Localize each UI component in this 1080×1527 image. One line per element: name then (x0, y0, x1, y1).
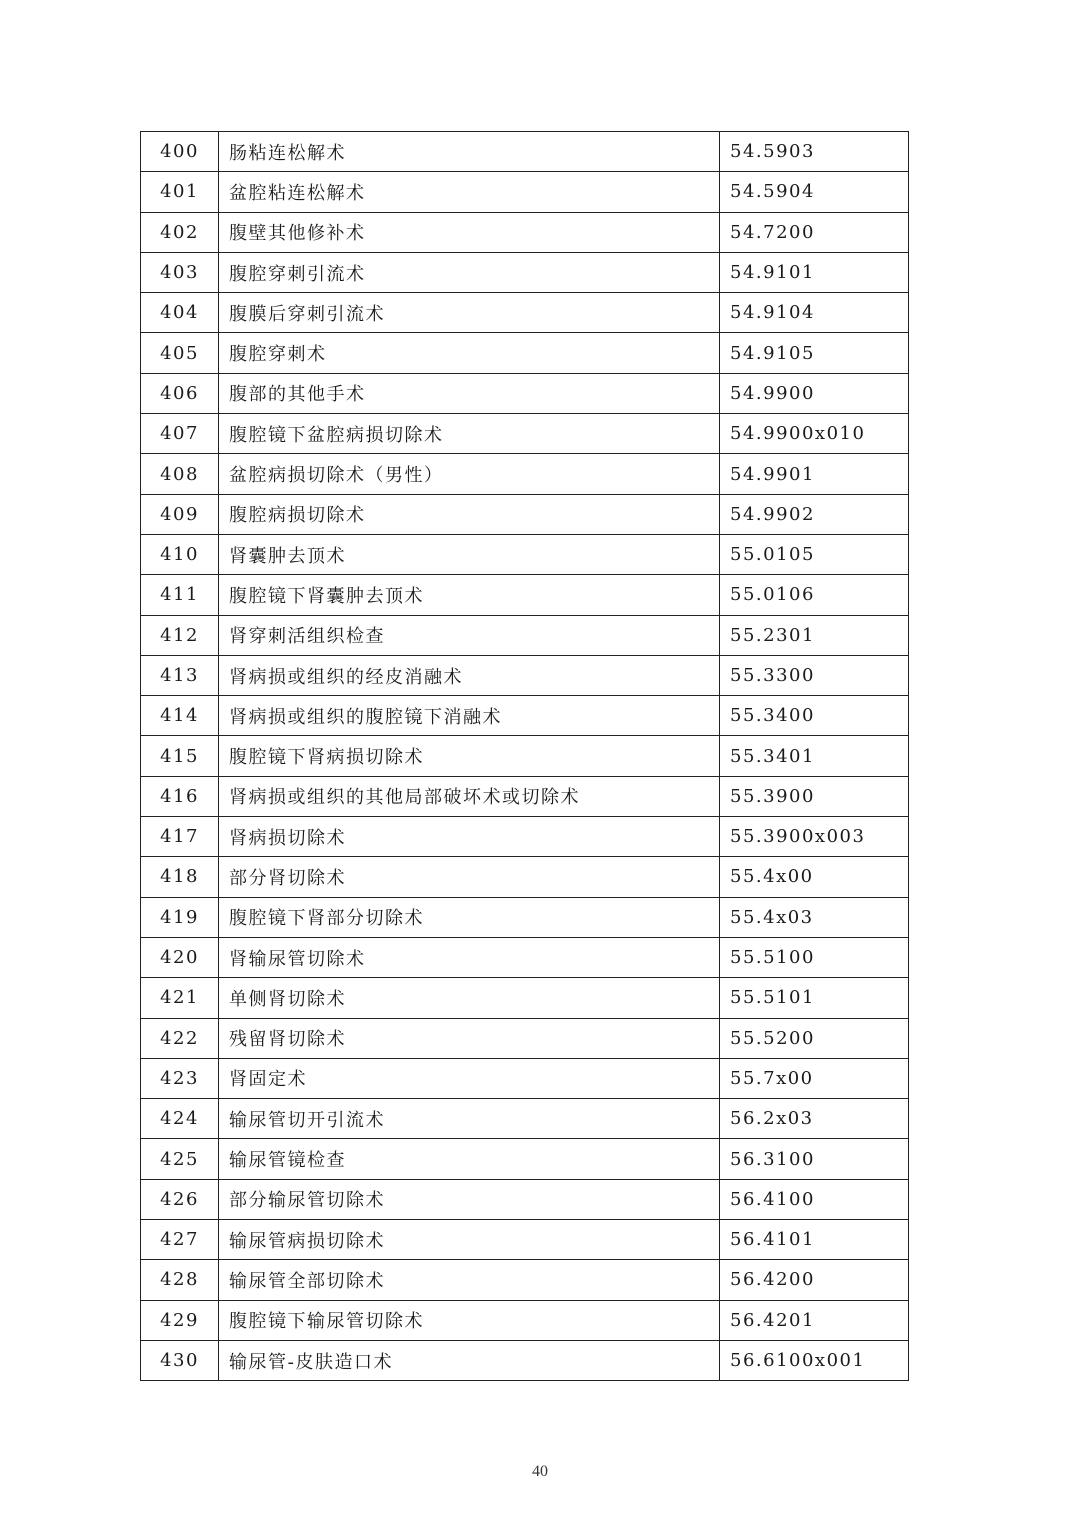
row-number-cell: 426 (141, 1179, 219, 1219)
row-number-cell: 427 (141, 1220, 219, 1260)
procedure-name-cell: 输尿管全部切除术 (219, 1260, 720, 1300)
row-number-cell: 415 (141, 736, 219, 776)
table-row (141, 454, 909, 494)
procedure-name-cell: 肾囊肿去顶术 (219, 534, 720, 574)
row-number-cell: 414 (141, 696, 219, 736)
table-row (141, 857, 909, 897)
row-number-cell: 418 (141, 857, 219, 897)
procedure-code-cell: 54.7200 (720, 212, 909, 252)
row-number-cell: 425 (141, 1139, 219, 1179)
page-number: 40 (532, 1463, 548, 1480)
procedure-name-cell: 腹壁其他修补术 (219, 212, 720, 252)
procedure-name-cell: 输尿管-皮肤造口术 (219, 1340, 720, 1380)
table-row (141, 252, 909, 292)
row-number-cell: 402 (141, 212, 219, 252)
row-number-cell: 409 (141, 494, 219, 534)
row-number-cell: 423 (141, 1058, 219, 1098)
table-row (141, 1260, 909, 1300)
row-number-cell: 430 (141, 1340, 219, 1380)
procedure-name-cell: 腹腔穿刺术 (219, 333, 720, 373)
table-row (141, 1139, 909, 1179)
procedure-code-cell: 54.9900 (720, 373, 909, 413)
procedure-name-cell: 腹腔镜下肾囊肿去顶术 (219, 575, 720, 615)
procedure-code-cell: 55.3401 (720, 736, 909, 776)
row-number-cell: 421 (141, 978, 219, 1018)
procedure-code-cell: 56.3100 (720, 1139, 909, 1179)
row-number-cell: 404 (141, 293, 219, 333)
table-row (141, 1018, 909, 1058)
table-row (141, 1340, 909, 1380)
procedure-name-cell: 部分输尿管切除术 (219, 1179, 720, 1219)
row-number-cell: 417 (141, 817, 219, 857)
procedure-code-cell: 54.9101 (720, 252, 909, 292)
procedure-code-cell: 54.9901 (720, 454, 909, 494)
table-row (141, 293, 909, 333)
table-row (141, 1179, 909, 1219)
procedure-name-cell: 输尿管病损切除术 (219, 1220, 720, 1260)
procedure-name-cell: 腹膜后穿刺引流术 (219, 293, 720, 333)
table-row (141, 333, 909, 373)
table-row (141, 897, 909, 937)
procedure-name-cell: 腹腔镜下盆腔病损切除术 (219, 414, 720, 454)
procedure-table (140, 131, 909, 1381)
procedure-name-cell: 腹腔镜下肾部分切除术 (219, 897, 720, 937)
procedure-code-cell: 56.4200 (720, 1260, 909, 1300)
table-row (141, 817, 909, 857)
row-number-cell: 419 (141, 897, 219, 937)
row-number-cell: 410 (141, 534, 219, 574)
row-number-cell: 403 (141, 252, 219, 292)
procedure-code-cell: 55.0106 (720, 575, 909, 615)
procedure-name-cell: 单侧肾切除术 (219, 978, 720, 1018)
procedure-name-cell: 部分肾切除术 (219, 857, 720, 897)
row-number-cell: 405 (141, 333, 219, 373)
procedure-name-cell: 输尿管切开引流术 (219, 1099, 720, 1139)
table-row (141, 1099, 909, 1139)
table-row (141, 172, 909, 212)
procedure-name-cell: 肾穿刺活组织检查 (219, 615, 720, 655)
procedure-name-cell: 腹腔镜下输尿管切除术 (219, 1300, 720, 1340)
row-number-cell: 424 (141, 1099, 219, 1139)
procedure-code-cell: 55.5101 (720, 978, 909, 1018)
procedure-code-cell: 55.4x03 (720, 897, 909, 937)
procedure-name-cell: 肾病损或组织的腹腔镜下消融术 (219, 696, 720, 736)
table-row (141, 414, 909, 454)
procedure-code-cell: 56.4201 (720, 1300, 909, 1340)
procedure-name-cell: 肾固定术 (219, 1058, 720, 1098)
row-number-cell: 413 (141, 655, 219, 695)
procedure-code-cell: 55.3300 (720, 655, 909, 695)
table-row (141, 776, 909, 816)
table-row (141, 1300, 909, 1340)
table-row (141, 373, 909, 413)
row-number-cell: 429 (141, 1300, 219, 1340)
procedure-code-cell: 54.5903 (720, 132, 909, 172)
procedure-name-cell: 盆腔粘连松解术 (219, 172, 720, 212)
row-number-cell: 401 (141, 172, 219, 212)
procedure-code-cell: 55.3400 (720, 696, 909, 736)
procedure-name-cell: 腹部的其他手术 (219, 373, 720, 413)
procedure-code-cell: 55.2301 (720, 615, 909, 655)
procedure-name-cell: 残留肾切除术 (219, 1018, 720, 1058)
procedure-code-cell: 54.5904 (720, 172, 909, 212)
procedure-code-cell: 55.5100 (720, 937, 909, 977)
procedure-name-cell: 腹腔病损切除术 (219, 494, 720, 534)
table-row (141, 696, 909, 736)
table-row (141, 736, 909, 776)
procedure-name-cell: 盆腔病损切除术（男性） (219, 454, 720, 494)
procedure-name-cell: 肾病损切除术 (219, 817, 720, 857)
row-number-cell: 408 (141, 454, 219, 494)
procedure-code-cell: 55.3900x003 (720, 817, 909, 857)
table-row (141, 937, 909, 977)
procedure-code-cell: 55.5200 (720, 1018, 909, 1058)
row-number-cell: 412 (141, 615, 219, 655)
procedure-code-cell: 54.9902 (720, 494, 909, 534)
procedure-code-cell: 55.0105 (720, 534, 909, 574)
procedure-code-cell: 54.9105 (720, 333, 909, 373)
procedure-code-cell: 55.3900 (720, 776, 909, 816)
procedure-code-cell: 56.2x03 (720, 1099, 909, 1139)
procedure-name-cell: 肾病损或组织的经皮消融术 (219, 655, 720, 695)
table-row (141, 978, 909, 1018)
table-row (141, 1220, 909, 1260)
procedure-name-cell: 肾病损或组织的其他局部破坏术或切除术 (219, 776, 720, 816)
row-number-cell: 406 (141, 373, 219, 413)
table-row (141, 212, 909, 252)
row-number-cell: 411 (141, 575, 219, 615)
row-number-cell: 420 (141, 937, 219, 977)
table-row (141, 132, 909, 172)
table-row (141, 494, 909, 534)
table-row (141, 534, 909, 574)
procedure-code-cell: 56.6100x001 (720, 1340, 909, 1380)
procedure-code-cell: 54.9104 (720, 293, 909, 333)
procedure-name-cell: 腹腔镜下肾病损切除术 (219, 736, 720, 776)
procedure-name-cell: 输尿管镜检查 (219, 1139, 720, 1179)
procedure-name-cell: 肠粘连松解术 (219, 132, 720, 172)
procedure-table-body (141, 132, 909, 1381)
procedure-name-cell: 腹腔穿刺引流术 (219, 252, 720, 292)
row-number-cell: 422 (141, 1018, 219, 1058)
procedure-code-cell: 54.9900x010 (720, 414, 909, 454)
table-row (141, 575, 909, 615)
procedure-code-cell: 55.4x00 (720, 857, 909, 897)
table-row (141, 615, 909, 655)
row-number-cell: 400 (141, 132, 219, 172)
row-number-cell: 407 (141, 414, 219, 454)
row-number-cell: 416 (141, 776, 219, 816)
procedure-code-cell: 56.4100 (720, 1179, 909, 1219)
procedure-code-cell: 56.4101 (720, 1220, 909, 1260)
table-row (141, 1058, 909, 1098)
procedure-code-cell: 55.7x00 (720, 1058, 909, 1098)
row-number-cell: 428 (141, 1260, 219, 1300)
procedure-name-cell: 肾输尿管切除术 (219, 937, 720, 977)
table-row (141, 655, 909, 695)
